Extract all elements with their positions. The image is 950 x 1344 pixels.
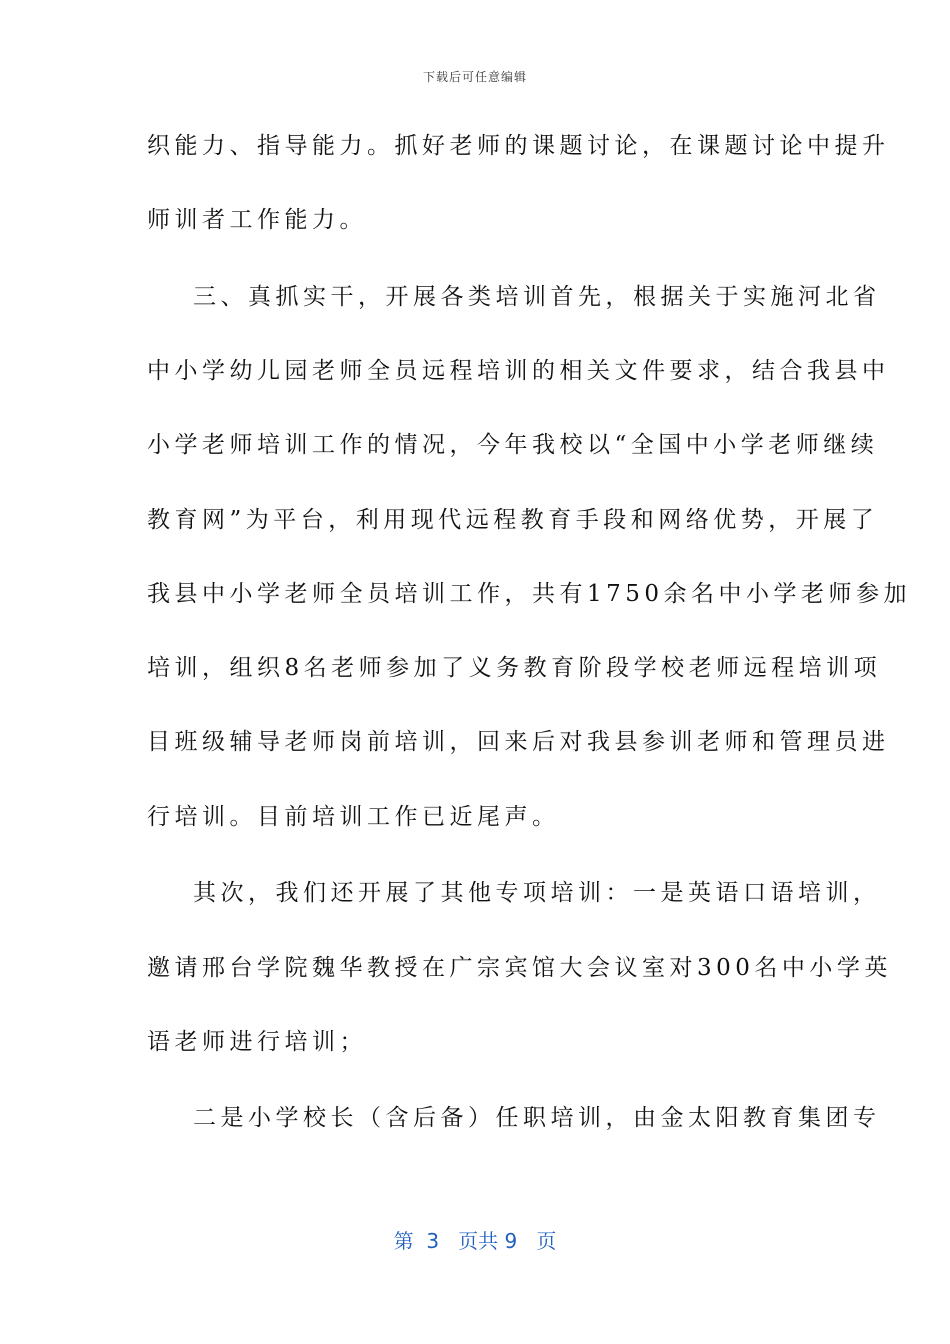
body-line: 中小学幼儿园老师全员远程培训的相关文件要求，结合我县中 xyxy=(147,358,890,384)
page-header: 下载后可任意编辑 xyxy=(422,70,527,84)
body-line: 织能力、指导能力。抓好老师的课题讨论，在课题讨论中提升 xyxy=(147,133,890,159)
body-line: 语老师进行培训； xyxy=(147,1029,367,1055)
body-line: 培训，组织8名老师参加了义务教育阶段学校老师远程培训项 xyxy=(147,655,882,681)
body-line: 小学老师培训工作的情况，今年我校以“全国中小学老师继续 xyxy=(147,432,879,458)
body-line: 其次，我们还开展了其他专项培训：一是英语口语培训， xyxy=(193,880,881,906)
body-line: 目班级辅导老师岗前培训，回来后对我县参训老师和管理员进 xyxy=(147,729,890,755)
body-line: 三、真抓实干，开展各类培训首先，根据关于实施河北省 xyxy=(193,284,881,310)
body-line: 行培训。目前培训工作已近尾声。 xyxy=(147,804,560,830)
body-line: 邀请邢台学院魏华教授在广宗宾馆大会议室对300名中小学英 xyxy=(147,955,892,981)
body-line: 二是小学校长（含后备）任职培训，由金太阳教育集团专 xyxy=(193,1105,881,1131)
body-line: 教育网”为平台，利用现代远程教育手段和网络优势，开展了 xyxy=(147,507,879,533)
body-line: 我县中小学老师全员培训工作，共有1750余名中小学老师参加 xyxy=(147,581,912,607)
page-number-footer: 第 3 页共 9 页 xyxy=(393,1229,557,1253)
body-line: 师训者工作能力。 xyxy=(147,207,367,233)
